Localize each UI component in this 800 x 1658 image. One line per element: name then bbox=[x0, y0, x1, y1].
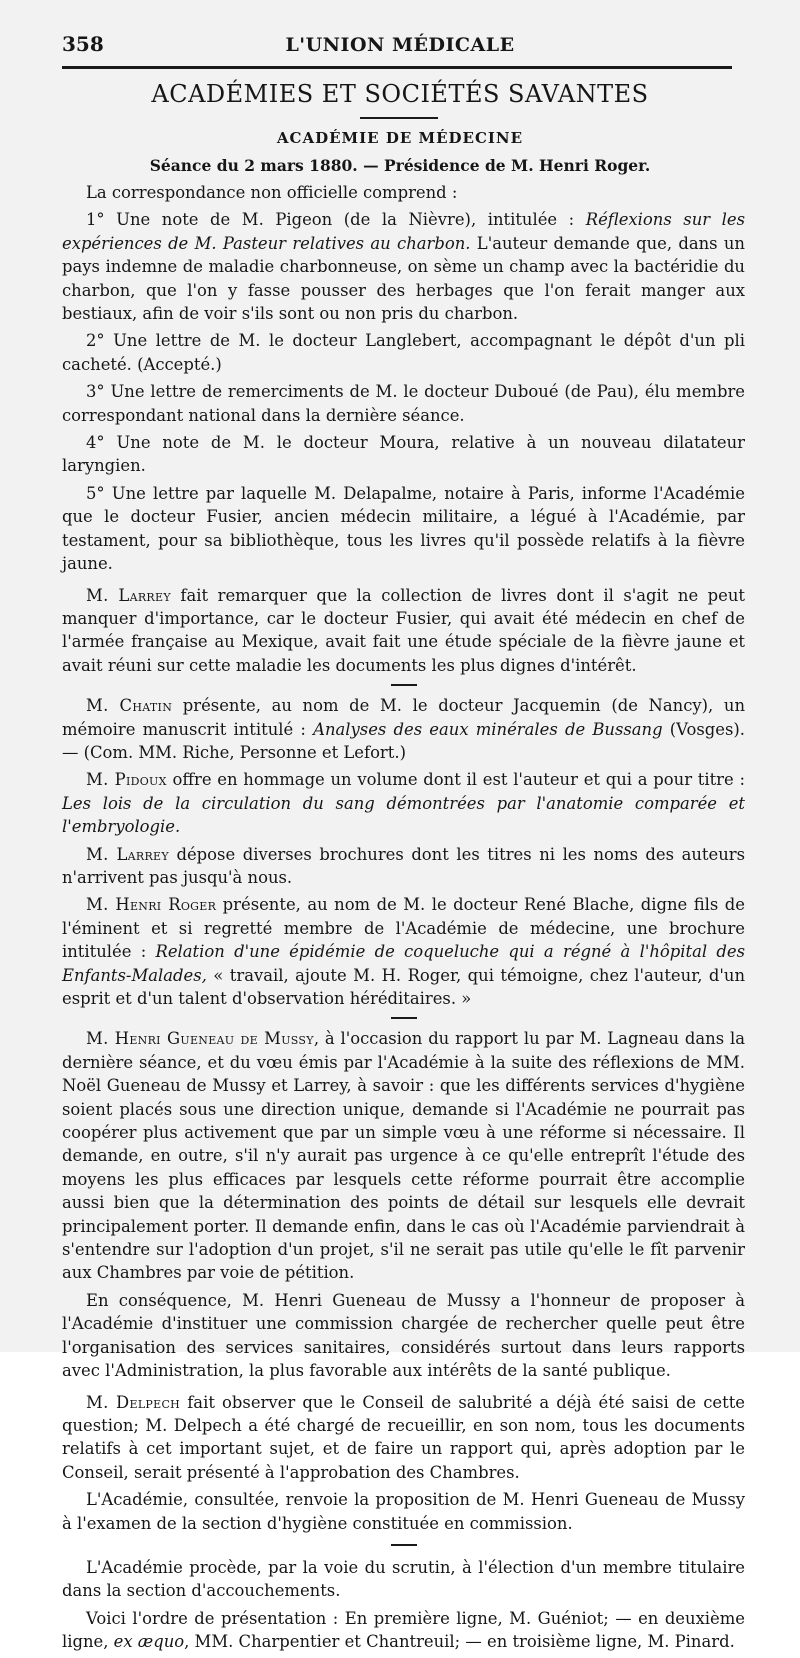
paragraph-text: L'auteur demande que, dans un pays indemne de maladie charbonneuse, on sème un champ avec la bactéridie du charbon, que l'on y fasse pousser des herbages que l'on ferait manger aux bestiaux, afin de voir s'ils sont ou non pris du charbon. bbox=[62, 233, 745, 324]
header-rule bbox=[62, 66, 732, 69]
speaker-name: M. Chatin bbox=[86, 696, 173, 716]
running-head bbox=[62, 26, 738, 56]
paragraph-chatin-presentation bbox=[62, 694, 745, 764]
paragraph-langlebert-letter: 2° Une lettre de M. le docteur Langlebert, accompagnant le dépôt d'un pli cacheté. (Accepté.) bbox=[62, 331, 745, 374]
paragraph-delapalme-letter: 5° Une lettre par laquelle M. Delapalme, notaire à Paris, informe l'Académie que le docteur Fusier, ancien médecin militaire, a légué à l'Académie, par testament, pour sa bibliothèque, tous les livres qu'il possède relatifs à la fièvre jaune. bbox=[62, 483, 745, 574]
paragraph-text: (Vosges). — (Com. MM. Riche, Personne et Lefort.) bbox=[62, 719, 745, 762]
speaker-name: M. Henri Roger bbox=[86, 895, 217, 915]
subsection-title: ACADÉMIE DE MÉDECINE bbox=[276, 129, 524, 147]
separator-rule bbox=[391, 1017, 417, 1019]
paragraph-gueneau-proposal: En conséquence, M. Henri Gueneau de Mussy a l'honneur de proposer à l'Académie d'instituer une commission chargée de rechercher quelle peut être l'organisation des services sanitaires, considérés surtout dans leurs rapports avec l'Administration, la plus favorable aux intérêts de la santé publique. bbox=[62, 1290, 745, 1381]
paragraph-election: L'Académie procède, par la voie du scrutin, à l'élection d'un membre titulaire dans la section d'accouchements. bbox=[62, 1557, 745, 1601]
speaker-name: M. Delpech bbox=[86, 1392, 181, 1412]
work-title: Relation d'une épidémie de coqueluche qui a régné à l'hôpital des Enfants-Malades, bbox=[62, 942, 745, 985]
speaker-name: M. Henri Gueneau de Mussy bbox=[86, 1029, 314, 1049]
work-title: Analyses des eaux minérales de Bussang bbox=[313, 719, 663, 739]
paragraph-pigeon-note bbox=[62, 208, 745, 325]
work-title: Réflexions sur les expériences de M. Pasteur relatives au charbon. bbox=[62, 210, 745, 253]
paragraph-duboue-letter: 3° Une lettre de remerciments de M. le docteur Duboué (de Pau), élu membre correspondant national dans la dernière séance. bbox=[62, 382, 745, 425]
paragraph-text: offre en hommage un volume dont il est l'auteur et qui a pour titre : bbox=[166, 770, 745, 790]
paragraph-correspondence-intro: La correspondance non officielle comprend : bbox=[86, 183, 458, 202]
separator-rule bbox=[391, 1544, 417, 1546]
paragraph-text: « travail, ajoute M. H. Roger, qui témoigne, chez l'auteur, d'un esprit et d'un talent d'observation héréditaires. » bbox=[62, 965, 745, 1008]
paragraph-text: , à l'occasion du rapport lu par M. Lagneau dans la dernière séance, et du vœu émis par l'Académie à la suite des réflexions de MM. Noël Gueneau de Mussy et Larrey, à savoir : que les différents services d'hygiène soient placés sous une direction unique, demande si l'Académie ne pourrait pas coopérer plus activement que par un simple vœu à une réforme si nécessaire. Il demande, en outre, s'il n'y aurait pas urgence à ce qu'elle entreprît l'étude des moyens les plus efficaces par lesquels cette réforme pourrait être accomplie aussi bien que la détermination des points de détail sur lesquels elle devrait principalement porter. Il demande enfin, dans le cas où l'Académie parviendrait à s'entendre sur l'adoption d'un projet, s'il ne serait pas utile qu'elle le fît parvenir aux Chambres par voie de pétition. bbox=[62, 1029, 745, 1283]
paragraph-delpech-remark bbox=[62, 1391, 745, 1485]
paragraph-text: présente, au nom de M. le docteur René Blache, digne fils de l'éminent et si regretté membre de l'Académie de médecine, une brochure intitulée : bbox=[62, 895, 745, 962]
work-title: Les lois de la circulation du sang démontrées par l'anatomie comparée et l'embryologie. bbox=[62, 793, 745, 837]
paragraph-gueneau-request bbox=[62, 1027, 745, 1284]
separator-rule bbox=[391, 684, 417, 686]
session-line: Séance du 2 mars 1880. — Présidence de M. Henri Roger. bbox=[149, 156, 651, 175]
latin-phrase: ex æquo bbox=[113, 1632, 185, 1652]
paragraph-text: présente, au nom de M. le docteur Jacquemin (de Nancy), un mémoire manuscrit intitulé : bbox=[62, 696, 746, 739]
paragraph-text: fait remarquer que la collection de livres dont il s'agit ne peut manquer d'importance, car le docteur Fusier, qui avait été médecin en chef de l'armée française au Mexique, avait fait une étude spéciale de la fièvre jaune et avait réuni sur cette maladie les documents les plus dignes d'intérêt. bbox=[62, 585, 745, 675]
paragraph-text: fait observer que le Conseil de salubrité a déjà été saisi de cette question; M. Delpech a été chargé de recueillir, en son nom, tous les documents relatifs à cet important sujet, et de faire un rapport qui, après adoption par le Conseil, serait présenté à l'approbation des Chambres. bbox=[62, 1392, 745, 1482]
speaker-name: M. Larrey bbox=[86, 844, 169, 864]
section-title: ACADÉMIES ET SOCIÉTÉS SAVANTES bbox=[151, 80, 649, 108]
paragraph-text: 1° Une note de M. Pigeon (de la Nièvre), intitulée : bbox=[86, 210, 586, 230]
section-divider bbox=[360, 117, 438, 119]
paragraph-text: dépose diverses brochures dont les titres ni les noms des auteurs n'arrivent pas jusqu'à nous. bbox=[62, 844, 745, 887]
paragraph-pidoux-offer bbox=[62, 768, 745, 838]
paragraph-larrey-remark bbox=[62, 584, 745, 678]
article-body bbox=[62, 181, 745, 1658]
speaker-name: M. Pidoux bbox=[86, 770, 167, 790]
paragraph-text: Voici l'ordre de présentation : En première ligne, M. Guéniot; — en deuxième ligne, bbox=[62, 1608, 745, 1652]
page-number: 358 bbox=[62, 32, 104, 56]
paragraph-roger-presentation bbox=[62, 893, 745, 1010]
paragraph-larrey-brochures bbox=[62, 843, 745, 890]
paragraph-moura-note: 4° Une note de M. le docteur Moura, relative à un nouveau dilatateur laryngien. bbox=[62, 433, 745, 476]
journal-title: L'UNION MÉDICALE bbox=[285, 34, 515, 56]
paragraph-text: , MM. Charpentier et Chantreuil; — en troisième ligne, M. Pinard. bbox=[184, 1632, 735, 1652]
speaker-name: M. Larrey bbox=[86, 585, 171, 605]
paragraph-academy-referral: L'Académie, consultée, renvoie la proposition de M. Henri Gueneau de Mussy à l'examen de la section d'hygiène constituée en commission. bbox=[62, 1490, 745, 1533]
paragraph-presentation-order bbox=[62, 1607, 745, 1654]
